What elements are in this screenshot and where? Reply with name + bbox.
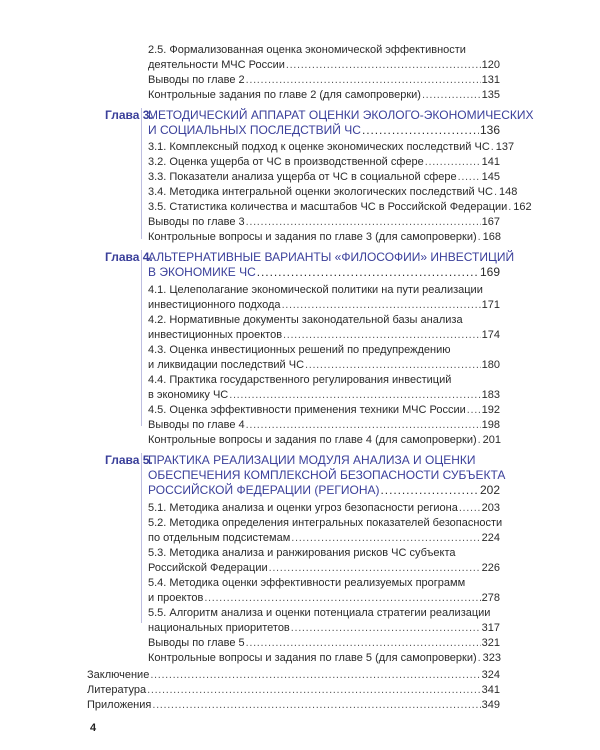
chapter-title[interactable]: РОССИЙСКОЙ ФЕДЕРАЦИИ (РЕГИОНА) . . . 202 bbox=[148, 483, 500, 498]
page-ref: 169 bbox=[479, 265, 500, 279]
page-ref: 168 bbox=[482, 231, 502, 243]
page-ref: 183 bbox=[481, 389, 500, 401]
toc-entry-line: 4.4. Практика государственного регулирования инвестиций bbox=[148, 374, 452, 386]
toc-entry[interactable]: Контрольные задания по главе 2 (для самопроверки) . . . 135 bbox=[148, 88, 500, 103]
page-ref: 201 bbox=[482, 434, 502, 446]
page-ref: 141 bbox=[481, 156, 500, 168]
page-ref: 224 bbox=[481, 532, 500, 544]
chapter-title[interactable]: И СОЦИАЛЬНЫХ ПОСЛЕДСТВИЙ ЧС . . . 136 bbox=[148, 123, 500, 138]
toc-entry-literature[interactable]: Литература . . . 341 bbox=[87, 683, 500, 698]
page-ref: 349 bbox=[481, 699, 500, 711]
toc-entry[interactable]: Выводы по главе 5 . . . 321 bbox=[148, 636, 500, 651]
toc-entry[interactable]: по отдельным подсистемам . . . 224 bbox=[148, 531, 500, 546]
toc-entry[interactable]: Выводы по главе 2 . . . 131 bbox=[148, 73, 500, 88]
toc-entry[interactable]: деятельности МЧС России . . . 120 bbox=[148, 58, 500, 73]
toc-entry[interactable]: Выводы по главе 4 . . . 198 bbox=[148, 418, 500, 433]
toc-entry[interactable]: национальных приоритетов . . . 317 bbox=[148, 621, 500, 636]
page-ref: 324 bbox=[481, 669, 500, 681]
chapter-title-line[interactable]: МЕТОДИЧЕСКИЙ АППАРАТ ОЦЕНКИ ЭКОЛОГО-ЭКОНОМИЧЕСКИХ bbox=[148, 108, 534, 122]
toc-entry[interactable]: и проектов . . . 278 bbox=[148, 591, 500, 606]
page-ref: 136 bbox=[479, 123, 500, 137]
page-ref: 120 bbox=[481, 59, 500, 71]
page-ref: 321 bbox=[481, 637, 500, 649]
page-ref: 145 bbox=[481, 171, 500, 183]
toc-entry-line: 5.4. Методика оценки эффективности реализуемых программ bbox=[148, 577, 466, 589]
toc-entry[interactable]: Выводы по главе 3 . . . 167 bbox=[148, 215, 500, 230]
toc-entry[interactable]: 3.4. Методика интегральной оценки экологических последствий ЧС . . . 148 bbox=[148, 185, 500, 200]
page-ref: 202 bbox=[479, 483, 500, 497]
chapter-title-line[interactable]: ОБЕСПЕЧЕНИЯ КОМПЛЕКСНОЙ БЕЗОПАСНОСТИ СУБЪЕКТА bbox=[148, 468, 506, 482]
toc-entry[interactable]: 3.1. Комплексный подход к оценке экономических последствий ЧС . . . 137 bbox=[148, 140, 500, 155]
page-ref: 148 bbox=[498, 186, 518, 198]
chapter-label: Глава 4. bbox=[105, 250, 153, 264]
page-ref: 192 bbox=[481, 404, 500, 416]
chapter-rule bbox=[141, 453, 142, 623]
toc-entry-line: 4.2. Нормативные документы законодательной базы анализа bbox=[148, 314, 463, 326]
page-ref: 167 bbox=[481, 216, 500, 228]
page-ref: 341 bbox=[481, 684, 500, 696]
chapter-title-line[interactable]: АЛЬТЕРНАТИВНЫЕ ВАРИАНТЫ «ФИЛОСОФИИ» ИНВЕСТИЦИЙ bbox=[148, 250, 515, 264]
page-ref: 278 bbox=[481, 592, 500, 604]
toc-entry-line: 5.5. Алгоритм анализа и оценки потенциала стратегии реализации bbox=[148, 607, 491, 619]
toc-entry[interactable]: и ликвидации последствий ЧС . . . 180 bbox=[148, 358, 500, 373]
toc-entry-line: 4.3. Оценка инвестиционных решений по предупреждению bbox=[148, 344, 451, 356]
toc-entry[interactable]: инвестиционных проектов . . . 174 bbox=[148, 328, 500, 343]
toc-entry[interactable]: Контрольные вопросы и задания по главе 3 (для самопроверки) . . . 168 bbox=[148, 230, 500, 245]
chapter-label: Глава 3. bbox=[105, 108, 153, 122]
page-ref: 135 bbox=[481, 89, 500, 101]
page-ref: 226 bbox=[481, 562, 500, 574]
toc-entry-line: 5.2. Методика определения интегральных показателей безопасности bbox=[148, 517, 503, 529]
toc-entry-line: 5.3. Методика анализа и ранжирования рисков ЧС субъекта bbox=[148, 547, 456, 559]
page-ref: 174 bbox=[481, 329, 500, 341]
chapter-rule bbox=[141, 250, 142, 426]
page-ref: 198 bbox=[481, 419, 500, 431]
toc-entry[interactable]: 4.5. Оценка эффективности применения техники МЧС России . . . 192 bbox=[148, 403, 500, 418]
page-ref: 171 bbox=[481, 299, 500, 311]
toc-entry[interactable]: в экономику ЧС . . . 183 bbox=[148, 388, 500, 403]
toc-entry-conclusion[interactable]: Заключение . . . 324 bbox=[87, 668, 500, 683]
page-number: 4 bbox=[90, 722, 97, 734]
toc-entry[interactable]: 3.5. Статистика количества и масштабов ЧС в Российской Федерации . . . 162 bbox=[148, 200, 500, 215]
page-ref: 162 bbox=[513, 201, 532, 213]
page-ref: 323 bbox=[482, 652, 502, 664]
page-ref: 317 bbox=[481, 622, 500, 634]
toc-entry[interactable]: Контрольные вопросы и задания по главе 4 (для самопроверки) . . . 201 bbox=[148, 433, 500, 448]
toc-entry-line: 4.1. Целеполагание экономической политики на пути реализации bbox=[148, 284, 483, 296]
toc-entry[interactable]: 3.3. Показатели анализа ущерба от ЧС в социальной сфере . . . 145 bbox=[148, 170, 500, 185]
page-ref: 137 bbox=[495, 141, 515, 153]
chapter-title-line[interactable]: ПРАКТИКА РЕАЛИЗАЦИИ МОДУЛЯ АНАЛИЗА И ОЦЕНКИ bbox=[148, 453, 476, 467]
toc-entry[interactable]: Контрольные вопросы и задания по главе 5 (для самопроверки) . . . 323 bbox=[148, 651, 500, 666]
toc-entry[interactable]: Российской Федерации . . . 226 bbox=[148, 561, 500, 576]
page-ref: 131 bbox=[481, 74, 500, 86]
page-ref: 180 bbox=[481, 359, 500, 371]
chapter-rule bbox=[141, 108, 142, 239]
chapter-label: Глава 5. bbox=[105, 453, 153, 467]
toc-entry[interactable]: 5.1. Методика анализа и оценки угроз безопасности региона . . . 203 bbox=[148, 501, 500, 516]
chapter-title[interactable]: В ЭКОНОМИКЕ ЧС . . . 169 bbox=[148, 265, 500, 280]
toc-entry[interactable]: инвестиционного подхода . . . 171 bbox=[148, 298, 500, 313]
toc-entry-line: 2.5. Формализованная оценка экономической эффективности bbox=[148, 44, 466, 56]
toc-entry-appendices[interactable]: Приложения . . . 349 bbox=[87, 698, 500, 713]
toc-entry[interactable]: 3.2. Оценка ущерба от ЧС в производственной сфере . . . 141 bbox=[148, 155, 500, 170]
page-ref: 203 bbox=[481, 502, 500, 514]
